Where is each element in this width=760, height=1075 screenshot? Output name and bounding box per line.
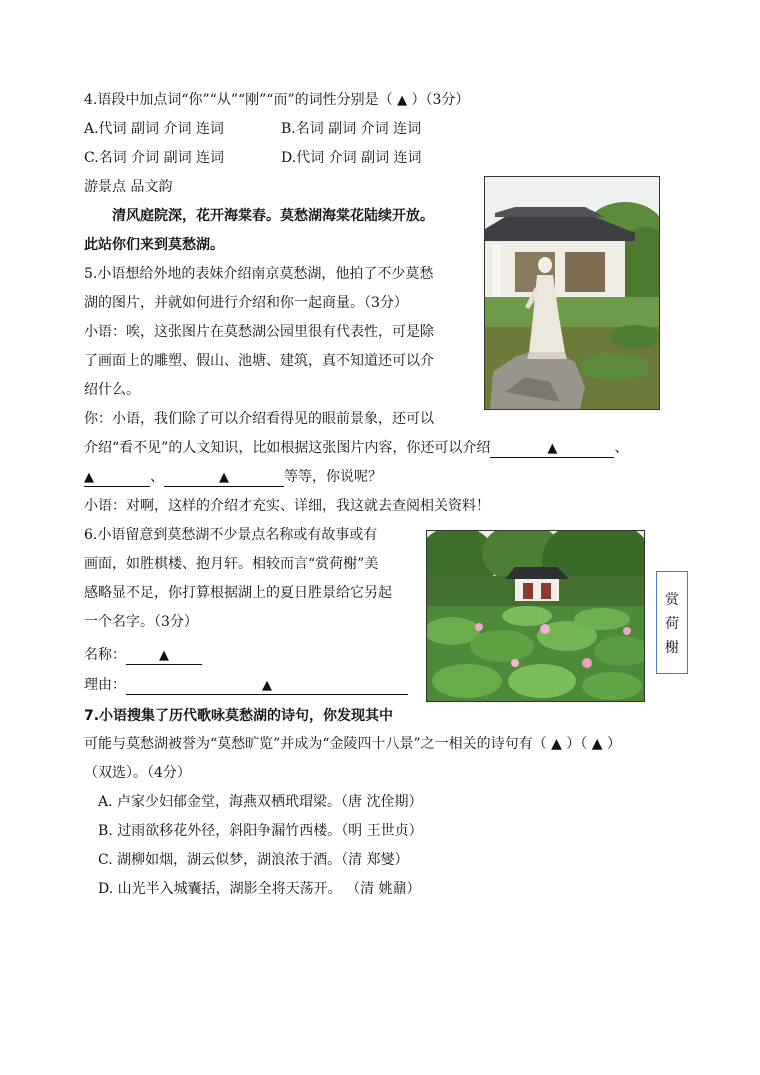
q5-blanks-line: ▲ 、 ▲ 等等，你说呢？ — [84, 469, 382, 485]
q7-line-1: 7.小语搜集了历代歌咏莫愁湖的诗句，你发现其中 — [84, 708, 394, 724]
q6-reason-row: 理由： ▲ — [84, 675, 408, 695]
q7-line-2: 可能与莫愁湖被誉为“莫愁旷览”并成为“金陵四十八景”之一相关的诗句有（ ▲ ）（ ▲ ） — [84, 736, 621, 752]
q5-xiaoyu-2: 了画面上的雕塑、假山、池塘、建筑，真不知道还可以介 — [84, 353, 434, 369]
q5-xiaoyu-3: 绍什么。 — [84, 382, 140, 398]
statue-garden-photo — [484, 176, 660, 410]
q5-you-1: 你：小语，我们除了可以介绍看得见的眼前景象，还可以 — [84, 411, 434, 427]
q4-option-a: A.代词 副词 介词 连词 — [84, 121, 224, 137]
answer-mark: ▲ — [397, 93, 408, 108]
q5-line-2: 湖的图片，并就如何进行介绍和你一起商量。（3分） — [84, 295, 408, 311]
q5-xiaoyu-4: 小语：对啊，这样的介绍才充实、详细，我这就去查阅相关资料！ — [84, 498, 490, 514]
q7-option-d: D. 山光半入城囊括，湖影全将天荡开。 （清 姚鼐） — [98, 881, 421, 897]
name-answer-blank[interactable]: ▲ — [126, 647, 202, 665]
q4-option-c: C.名词 介词 副词 连词 — [84, 150, 225, 166]
section-title: 游景点 品文韵 — [84, 179, 173, 195]
q6-line-4: 一个名字。（3分） — [84, 614, 198, 630]
q4-option-b: B.名词 副词 介词 连词 — [281, 121, 422, 137]
lotus-pavilion-photo — [426, 530, 645, 702]
q7-option-b: B. 过雨欲移花外径，斜阳争漏竹西楼。（明 王世贞） — [98, 823, 423, 839]
q6-line-1: 6.小语留意到莫愁湖不少景点名称或有故事或有 — [84, 527, 378, 543]
q5-xiaoyu-1: 小语：唉，这张图片在莫愁湖公园里很有代表性，可是除 — [84, 324, 434, 340]
q7-line-3: （双选）。（4分） — [84, 765, 191, 781]
answer-blank-3[interactable]: ▲ — [164, 469, 284, 487]
answer-blank-1[interactable]: ▲ — [490, 440, 614, 458]
section-intro-1: 清风庭院深，花开海棠春。莫愁湖海棠花陆续开放。 — [112, 208, 434, 224]
q6-name-row: 名称： ▲ — [84, 645, 202, 665]
q4-option-d: D.代词 介词 副词 连词 — [281, 150, 422, 166]
reason-answer-blank[interactable]: ▲ — [126, 677, 408, 695]
q6-line-2: 画面，如胜棋楼、抱月轩。相较而言“赏荷榭”美 — [84, 556, 379, 572]
q5-line-1: 5.小语想给外地的表妹介绍南京莫愁湖，他拍了不少莫愁 — [84, 266, 434, 282]
q5-you-2: 介绍“看不见”的人文知识，比如根据这张图片内容，你还可以介绍 ▲ 、 — [84, 440, 629, 456]
section-intro-2: 此站你们来到莫愁湖。 — [84, 237, 224, 253]
q6-line-3: 感略显不足，你打算根据湖上的夏日胜景给它另起 — [84, 585, 392, 601]
q7-option-a: A. 卢家少妇郁金堂，海燕双栖玳瑁梁。（唐 沈佺期） — [98, 794, 423, 810]
q4-stem: 4.语段中加点词“你”“从”“刚”“而”的词性分别是（ ▲ ）（3分） — [84, 92, 470, 108]
q7-option-c: C. 湖柳如烟，湖云似梦，湖浪浓于酒。（清 郑燮） — [98, 852, 409, 868]
answer-blank-2[interactable]: ▲ — [84, 469, 150, 487]
pavilion-name-sign: 赏 荷 榭 — [656, 571, 688, 674]
